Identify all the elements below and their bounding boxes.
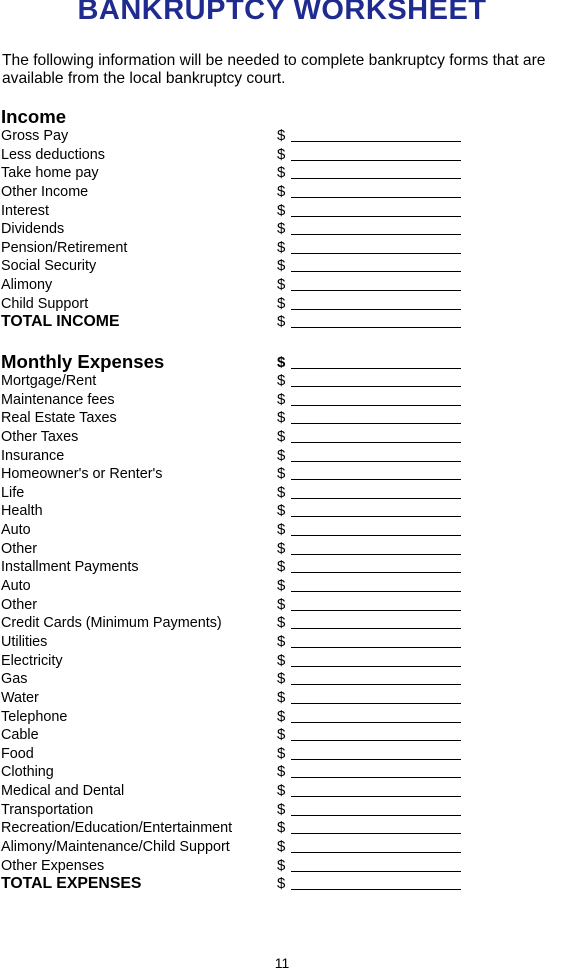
row-label: Telephone <box>1 708 68 725</box>
worksheet-row <box>0 428 564 447</box>
worksheet-row <box>0 257 564 276</box>
row-label: Health <box>1 503 43 520</box>
row-label: Mortgage/Rent <box>1 373 97 389</box>
row-label: Water <box>1 689 39 706</box>
worksheet-row <box>0 127 564 146</box>
amount-blank[interactable] <box>291 386 461 387</box>
worksheet-row <box>0 484 564 503</box>
worksheet-row <box>0 596 564 615</box>
amount-blank[interactable] <box>291 290 461 291</box>
row-label: Alimony <box>1 277 53 294</box>
dollar-sign: $ <box>277 502 286 520</box>
worksheet-row <box>0 614 564 633</box>
dollar-sign: $ <box>277 427 286 445</box>
dollar-sign: $ <box>277 182 286 200</box>
dollar-sign: $ <box>277 744 286 762</box>
worksheet-row <box>0 447 564 466</box>
amount-blank[interactable] <box>291 498 461 499</box>
worksheet-row <box>0 689 564 708</box>
row-label: Take home pay <box>1 165 99 182</box>
row-label: Child Support <box>1 295 89 312</box>
amount-blank[interactable] <box>291 141 461 142</box>
row-label: Other Expenses <box>1 857 105 874</box>
dollar-sign: $ <box>277 201 286 219</box>
expenses-list <box>0 372 564 894</box>
row-label: Pension/Retirement <box>1 239 128 256</box>
amount-blank[interactable] <box>291 572 461 573</box>
income-heading <box>0 107 564 127</box>
worksheet-row <box>0 409 564 428</box>
row-label: Clothing <box>1 764 54 781</box>
amount-blank[interactable] <box>291 871 461 872</box>
amount-blank[interactable] <box>291 815 461 816</box>
amount-blank[interactable] <box>291 327 461 328</box>
worksheet-row <box>0 558 564 577</box>
dollar-sign: $ <box>277 238 286 256</box>
dollar-sign: $ <box>277 409 286 427</box>
row-label: Installment Payments <box>1 559 139 576</box>
amount-blank[interactable] <box>291 160 461 161</box>
dollar-sign: $ <box>277 577 286 595</box>
amount-blank[interactable] <box>291 234 461 235</box>
worksheet-row <box>0 838 564 857</box>
page-number: 11 <box>274 955 290 971</box>
amount-blank[interactable] <box>291 461 461 462</box>
worksheet-row <box>0 652 564 671</box>
worksheet-row <box>0 745 564 764</box>
dollar-sign: $ <box>277 521 286 539</box>
dollar-sign: $ <box>277 313 286 331</box>
row-label: Electricity <box>1 652 63 669</box>
amount-blank[interactable] <box>291 197 461 198</box>
amount-blank[interactable] <box>291 253 461 254</box>
amount-blank[interactable] <box>291 666 461 667</box>
expenses-heading <box>0 352 564 372</box>
row-label: Homeowner's or Renter's <box>1 466 163 483</box>
expenses-total-row <box>0 875 564 894</box>
row-label: Alimony/Maintenance/Child Support <box>1 839 230 856</box>
worksheet-row <box>0 295 564 314</box>
worksheet-row <box>0 239 564 258</box>
intro-paragraph: The following information will be needed to complete bankruptcy forms that are available from the local bankruptcy court. <box>2 52 546 87</box>
dollar-sign: $ <box>277 707 286 725</box>
row-label: Other Taxes <box>1 428 79 445</box>
dollar-sign: $ <box>277 856 286 874</box>
expenses-total-label: TOTAL EXPENSES <box>1 875 142 893</box>
dollar-sign: $ <box>277 800 286 818</box>
amount-blank[interactable] <box>291 591 461 592</box>
worksheet-row <box>0 276 564 295</box>
worksheet-row <box>0 857 564 876</box>
amount-blank[interactable] <box>291 722 461 723</box>
worksheet-row <box>0 801 564 820</box>
row-label: Medical and Dental <box>1 783 125 800</box>
expenses-heading-label: Monthly Expenses <box>1 351 165 372</box>
row-label: Interest <box>1 202 49 219</box>
row-label: Other Income <box>1 183 89 200</box>
dollar-sign: $ <box>277 726 286 744</box>
amount-blank[interactable] <box>291 684 461 685</box>
dollar-sign: $ <box>277 763 286 781</box>
amount-blank[interactable] <box>291 479 461 480</box>
row-label: Auto <box>1 578 31 595</box>
row-label: Dividends <box>1 221 65 238</box>
expenses-section <box>0 352 564 894</box>
amount-blank[interactable] <box>291 309 461 310</box>
amount-blank[interactable] <box>291 216 461 217</box>
worksheet-row <box>0 726 564 745</box>
dollar-sign: $ <box>277 558 286 576</box>
dollar-sign: $ <box>277 838 286 856</box>
row-label: Recreation/Education/Entertainment <box>1 820 233 837</box>
dollar-sign: $ <box>277 164 286 182</box>
amount-blank[interactable] <box>291 535 461 536</box>
worksheet-row <box>0 164 564 183</box>
row-label: Maintenance fees <box>1 391 115 408</box>
dollar-sign: $ <box>277 354 286 371</box>
amount-blank[interactable] <box>291 796 461 797</box>
dollar-sign: $ <box>277 670 286 688</box>
dollar-sign: $ <box>277 688 286 706</box>
income-total-row <box>0 313 564 332</box>
row-label: Cable <box>1 727 39 744</box>
row-label: Food <box>1 745 34 762</box>
dollar-sign: $ <box>277 294 286 312</box>
worksheet-row <box>0 220 564 239</box>
dollar-sign: $ <box>277 220 286 238</box>
dollar-sign: $ <box>277 127 286 144</box>
income-section <box>0 107 564 332</box>
amount-blank[interactable] <box>291 740 461 741</box>
amount-blank[interactable] <box>291 852 461 853</box>
row-label: Other <box>1 540 37 557</box>
row-label: Insurance <box>1 447 65 464</box>
dollar-sign: $ <box>277 257 286 275</box>
worksheet-row <box>0 670 564 689</box>
row-label: Real Estate Taxes <box>1 410 117 427</box>
amount-blank[interactable] <box>291 442 461 443</box>
worksheet-row <box>0 521 564 540</box>
page-title: BANKRUPTCY WORKSHEET <box>77 0 487 26</box>
worksheet-row <box>0 540 564 559</box>
worksheet-row <box>0 763 564 782</box>
amount-blank[interactable] <box>291 178 461 179</box>
amount-blank[interactable] <box>291 516 461 517</box>
dollar-sign: $ <box>277 539 286 557</box>
dollar-sign: $ <box>277 446 286 464</box>
amount-blank[interactable] <box>291 368 461 369</box>
worksheet-row <box>0 502 564 521</box>
income-total-label: TOTAL INCOME <box>1 313 120 331</box>
dollar-sign: $ <box>277 819 286 837</box>
worksheet-row <box>0 183 564 202</box>
row-label: Auto <box>1 522 31 539</box>
worksheet-row <box>0 633 564 652</box>
amount-blank[interactable] <box>291 405 461 406</box>
amount-blank[interactable] <box>291 889 461 890</box>
row-label: Less deductions <box>1 146 106 163</box>
dollar-sign: $ <box>277 276 286 294</box>
dollar-sign: $ <box>277 595 286 613</box>
worksheet-row <box>0 391 564 410</box>
worksheet-row <box>0 782 564 801</box>
dollar-sign: $ <box>277 651 286 669</box>
row-label: Transportation <box>1 801 94 818</box>
row-label: Social Security <box>1 258 97 275</box>
worksheet-row <box>0 146 564 165</box>
worksheet-row <box>0 819 564 838</box>
amount-blank[interactable] <box>291 647 461 648</box>
dollar-sign: $ <box>277 465 286 483</box>
row-label: Credit Cards (Minimum Payments) <box>1 615 222 632</box>
amount-blank[interactable] <box>291 554 461 555</box>
row-label: Other <box>1 596 37 613</box>
dollar-sign: $ <box>277 372 286 389</box>
dollar-sign: $ <box>277 875 286 893</box>
income-heading-label: Income <box>1 106 67 127</box>
amount-blank[interactable] <box>291 833 461 834</box>
row-label: Gross Pay <box>1 128 69 144</box>
row-label: Utilities <box>1 633 48 650</box>
amount-blank[interactable] <box>291 628 461 629</box>
amount-blank[interactable] <box>291 777 461 778</box>
worksheet-row <box>0 708 564 727</box>
amount-blank[interactable] <box>291 759 461 760</box>
worksheet-row <box>0 465 564 484</box>
worksheet-row <box>0 577 564 596</box>
row-label: Gas <box>1 671 28 688</box>
amount-blank[interactable] <box>291 703 461 704</box>
dollar-sign: $ <box>277 632 286 650</box>
row-label: Life <box>1 484 25 501</box>
amount-blank[interactable] <box>291 610 461 611</box>
dollar-sign: $ <box>277 145 286 163</box>
dollar-sign: $ <box>277 483 286 501</box>
worksheet-row <box>0 372 564 391</box>
amount-blank[interactable] <box>291 423 461 424</box>
dollar-sign: $ <box>277 390 286 408</box>
dollar-sign: $ <box>277 782 286 800</box>
dollar-sign: $ <box>277 614 286 632</box>
amount-blank[interactable] <box>291 271 461 272</box>
worksheet-row <box>0 202 564 221</box>
income-list <box>0 127 564 332</box>
